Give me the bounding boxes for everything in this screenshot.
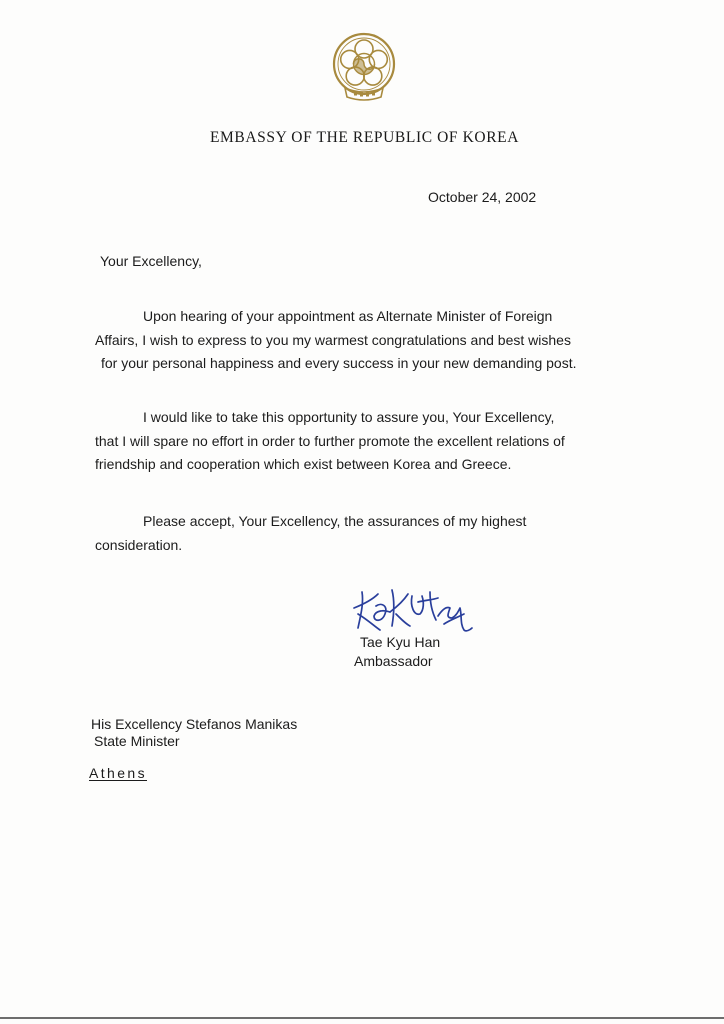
korea-emblem-seal-icon	[331, 30, 397, 106]
signer-name: Tae Kyu Han	[360, 634, 441, 650]
paragraph-line: consideration.	[95, 536, 183, 553]
body-paragraph-1	[95, 305, 615, 376]
recipient-city: Athens	[89, 765, 147, 781]
letter-date: October 24, 2002	[428, 189, 537, 205]
paragraph-line: I would like to take this opportunity to assure you, Your Excellency,	[143, 409, 555, 425]
recipient-title: State Minister	[94, 733, 180, 749]
letterhead-title: EMBASSY OF THE REPUBLIC OF KOREA	[209, 129, 519, 146]
bottom-divider	[0, 1017, 724, 1019]
recipient-name: His Excellency Stefanos Manikas	[91, 716, 298, 732]
paragraph-line: Upon hearing of your appointment as Alternate Minister of Foreign	[143, 308, 553, 324]
paragraph-line: for your personal happiness and every success in your new demanding post.	[101, 355, 577, 371]
paragraph-line: that I will spare no effort in order to further promote the excellent relations of	[95, 432, 565, 449]
body-paragraph-3	[95, 510, 615, 557]
paragraph-line: Affairs, I wish to express to you my warmest congratulations and best wishes	[95, 331, 571, 348]
salutation: Your Excellency,	[100, 253, 202, 269]
paragraph-line: friendship and cooperation which exist between Korea and Greece.	[95, 456, 512, 472]
body-paragraph-2	[95, 406, 615, 477]
signer-title: Ambassador	[354, 653, 433, 669]
paragraph-line: Please accept, Your Excellency, the assurances of my highest	[143, 513, 527, 529]
